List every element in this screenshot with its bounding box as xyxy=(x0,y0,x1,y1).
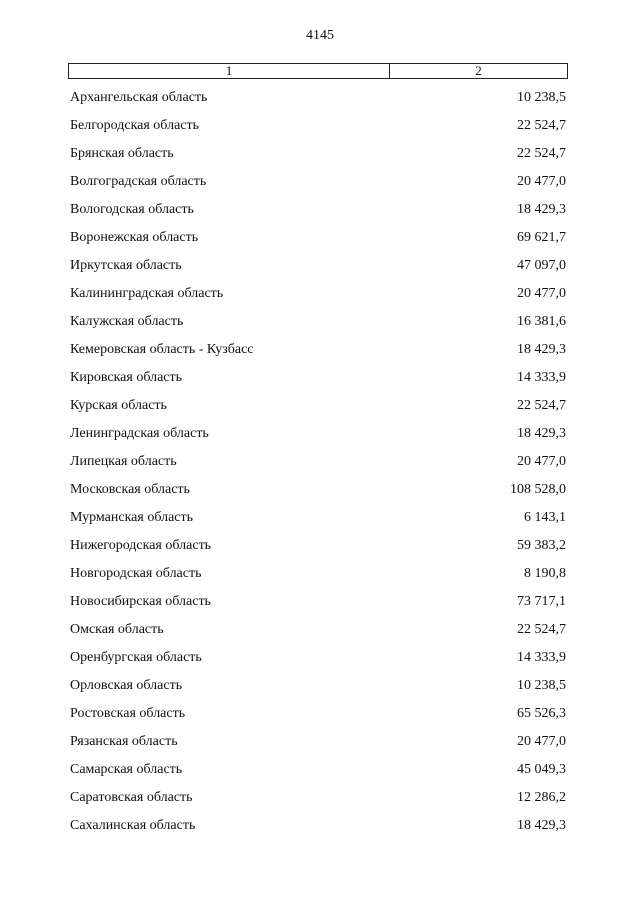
table-row xyxy=(70,140,566,168)
region-name: Кировская область xyxy=(70,370,183,385)
region-value: 20 477,0 xyxy=(517,174,566,189)
region-value: 73 717,1 xyxy=(517,594,566,609)
region-name: Липецкая область xyxy=(70,454,177,469)
table-row xyxy=(70,672,566,700)
region-name: Мурманская область xyxy=(70,510,194,525)
region-name: Новгородская область xyxy=(70,566,202,581)
region-name: Воронежская область xyxy=(70,230,199,245)
region-value: 18 429,3 xyxy=(517,202,566,217)
region-value: 20 477,0 xyxy=(517,734,566,749)
table-row xyxy=(70,532,566,560)
region-name: Оренбургская область xyxy=(70,650,202,665)
table-row xyxy=(70,476,566,504)
table-row xyxy=(70,756,566,784)
region-value: 12 286,2 xyxy=(517,790,566,805)
region-name: Ростовская область xyxy=(70,706,186,721)
region-value: 108 528,0 xyxy=(510,482,566,497)
region-name: Нижегородская область xyxy=(70,538,212,553)
table-row xyxy=(70,84,566,112)
region-name: Самарская область xyxy=(70,762,183,777)
region-name: Вологодская область xyxy=(70,202,194,217)
table-row xyxy=(70,364,566,392)
region-value: 18 429,3 xyxy=(517,342,566,357)
region-name: Новосибирская область xyxy=(70,594,211,609)
region-value: 18 429,3 xyxy=(517,818,566,833)
region-name: Волгоградская область xyxy=(70,174,207,189)
region-value: 22 524,7 xyxy=(517,146,566,161)
table-row xyxy=(70,280,566,308)
region-name: Кемеровская область - Кузбасс xyxy=(70,342,254,357)
region-value: 22 524,7 xyxy=(517,622,566,637)
region-value: 69 621,7 xyxy=(517,230,566,245)
region-value: 20 477,0 xyxy=(517,454,566,469)
region-name: Белгородская область xyxy=(70,118,200,133)
region-value: 18 429,3 xyxy=(517,426,566,441)
region-value: 14 333,9 xyxy=(517,370,566,385)
table-row xyxy=(70,420,566,448)
column-header-2: 2 xyxy=(475,63,482,78)
region-value: 22 524,7 xyxy=(517,118,566,133)
region-value: 45 049,3 xyxy=(517,762,566,777)
region-value: 10 238,5 xyxy=(517,678,566,693)
page-number: 4145 xyxy=(306,28,334,43)
region-value: 65 526,3 xyxy=(517,706,566,721)
region-name: Сахалинская область xyxy=(70,818,196,833)
table-row xyxy=(70,588,566,616)
table-row xyxy=(70,252,566,280)
region-name: Ленинградская область xyxy=(70,426,209,441)
region-name: Брянская область xyxy=(70,146,174,161)
region-value: 47 097,0 xyxy=(517,258,566,273)
table-row xyxy=(70,644,566,672)
table-row xyxy=(70,196,566,224)
region-value: 20 477,0 xyxy=(517,286,566,301)
table-row xyxy=(70,168,566,196)
table-row xyxy=(70,112,566,140)
table-row xyxy=(70,812,566,840)
region-name: Орловская область xyxy=(70,678,183,693)
region-name: Московская область xyxy=(70,482,190,497)
region-name: Калининградская область xyxy=(70,286,224,301)
table-row xyxy=(70,392,566,420)
region-name: Омская область xyxy=(70,622,164,637)
table-row xyxy=(70,224,566,252)
region-name: Калужская область xyxy=(70,314,184,329)
region-value: 8 190,8 xyxy=(524,566,566,581)
column-header-1: 1 xyxy=(69,64,390,78)
table-row xyxy=(70,336,566,364)
table-row xyxy=(70,560,566,588)
region-value: 6 143,1 xyxy=(524,510,566,525)
region-value: 22 524,7 xyxy=(517,398,566,413)
table-row xyxy=(70,504,566,532)
table-row xyxy=(70,616,566,644)
table-row xyxy=(70,700,566,728)
region-value: 16 381,6 xyxy=(517,314,566,329)
table-row xyxy=(70,784,566,812)
region-name: Курская область xyxy=(70,398,167,413)
region-value: 14 333,9 xyxy=(517,650,566,665)
region-name: Архангельская область xyxy=(70,90,208,105)
region-name: Иркутская область xyxy=(70,258,182,273)
region-value: 10 238,5 xyxy=(517,90,566,105)
table-column-header xyxy=(68,63,568,79)
table-row xyxy=(70,308,566,336)
table-row xyxy=(70,448,566,476)
table-row xyxy=(70,728,566,756)
region-name: Рязанская область xyxy=(70,734,178,749)
region-table-body xyxy=(70,84,566,840)
region-name: Саратовская область xyxy=(70,790,193,805)
region-value: 59 383,2 xyxy=(517,538,566,553)
